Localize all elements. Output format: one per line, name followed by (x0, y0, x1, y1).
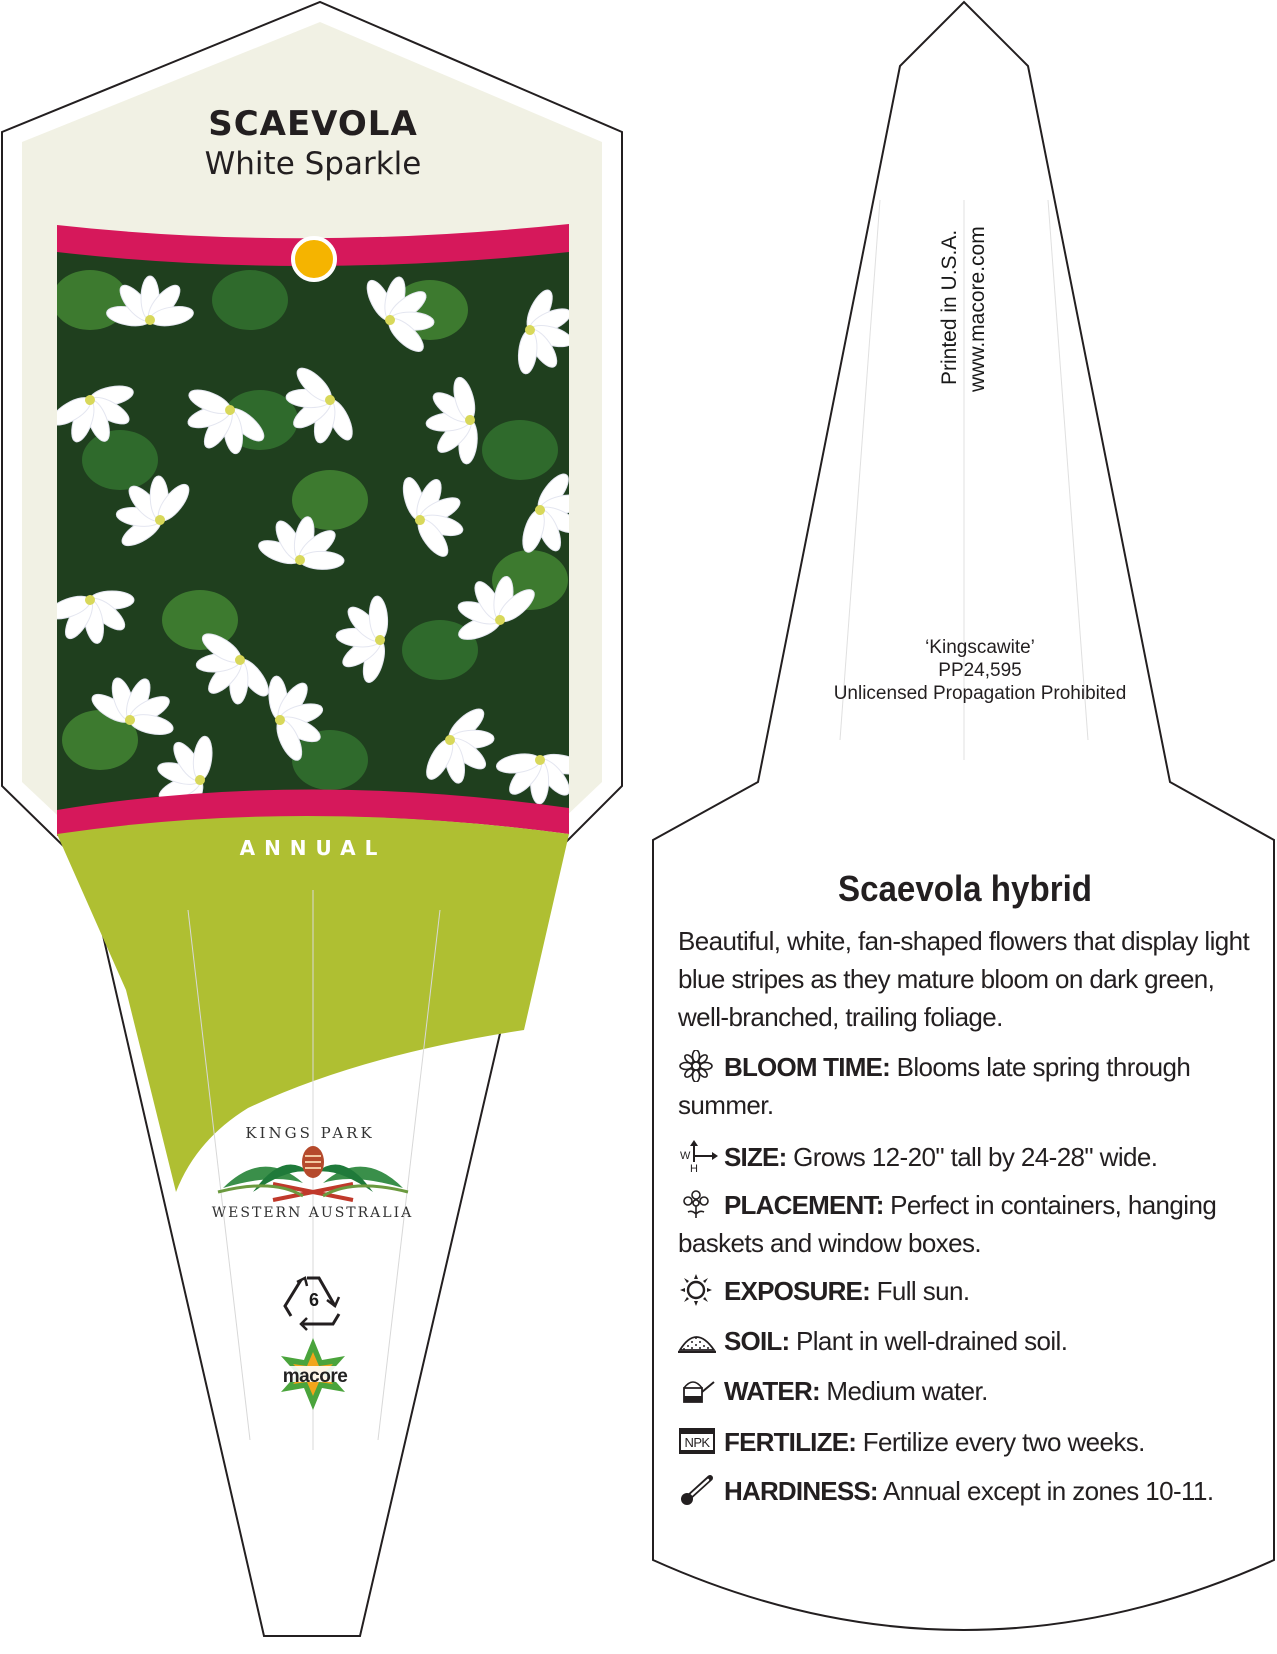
care-text: Full sun. (869, 1276, 970, 1306)
npk-icon (678, 1425, 718, 1455)
care-label: SOIL: (724, 1326, 790, 1356)
care-placement (678, 1186, 1258, 1262)
care-label: PLACEMENT: (724, 1190, 884, 1220)
care-text: Medium water. (819, 1376, 988, 1406)
sun-badge (293, 238, 335, 280)
care-soil (678, 1322, 1258, 1360)
npk-icon-text: NPK (684, 1435, 710, 1450)
care-exposure (678, 1272, 1258, 1310)
care-text: Grows 12-20" tall by 24-28" wide. (786, 1142, 1158, 1172)
patent-number: PP24,595 (938, 660, 1022, 681)
care-text: Plant in well-drained soil. (789, 1326, 1068, 1356)
care-label: BLOOM TIME: (724, 1052, 890, 1082)
care-text: Blooms late spring through summer. (678, 1052, 1191, 1120)
scientific-name: Scaevola hybrid (837, 868, 1093, 909)
care-label: SIZE: (724, 1142, 787, 1172)
printed-line1: Printed in U.S.A. (938, 229, 961, 385)
care-water (678, 1372, 1258, 1410)
care-size (678, 1138, 1258, 1176)
size-icon-w: W (680, 1150, 690, 1162)
printed-line2: www.macore.com (966, 226, 989, 392)
size-icon (678, 1140, 718, 1170)
care-label: WATER: (724, 1376, 820, 1406)
flower-icon (678, 1050, 718, 1080)
leaf-cluster (212, 270, 288, 330)
brand-logo-text: macore (282, 1366, 348, 1387)
cultivar-name: ‘Kingscawite’ (925, 637, 1035, 658)
propagation-notice: Unlicensed Propagation Prohibited (833, 683, 1127, 704)
care-hardiness (678, 1472, 1258, 1510)
care-label: FERTILIZE: (724, 1427, 857, 1457)
care-bloom-time (678, 1048, 1258, 1124)
care-fertilize (678, 1423, 1258, 1461)
plant-description: Beautiful, white, fan-shaped flowers that display light blue stripes as they mature bloom on dark green, well-branched, trailing foliage. (678, 926, 1250, 1032)
watering-can-icon (678, 1374, 718, 1404)
leaf-cluster (482, 420, 558, 480)
category-label: ANNUAL (239, 836, 387, 860)
recycle-number: 6 (308, 1290, 319, 1310)
patent-block (770, 636, 1190, 705)
kings-park-subtitle: WESTERN AUSTRALIA (211, 1205, 414, 1221)
flower-photo (44, 220, 599, 840)
plant-title: SCAEVOLA (208, 104, 418, 144)
kings-park-title: KINGS PARK (245, 1124, 375, 1142)
placement-icon (678, 1188, 718, 1218)
sun-icon (678, 1274, 718, 1304)
plant-variety: White Sparkle (204, 146, 422, 182)
soil-icon (678, 1324, 718, 1354)
leaf-cluster (82, 430, 158, 490)
care-text: Annual except in zones 10-11. (877, 1476, 1214, 1506)
care-label: EXPOSURE: (724, 1276, 870, 1306)
care-text: Perfect in containers, hanging baskets and window boxes. (678, 1190, 1217, 1258)
thermometer-icon (678, 1474, 718, 1504)
size-icon-h: H (690, 1163, 698, 1172)
care-text: Fertilize every two weeks. (856, 1427, 1145, 1457)
care-label: HARDINESS: (724, 1476, 878, 1506)
